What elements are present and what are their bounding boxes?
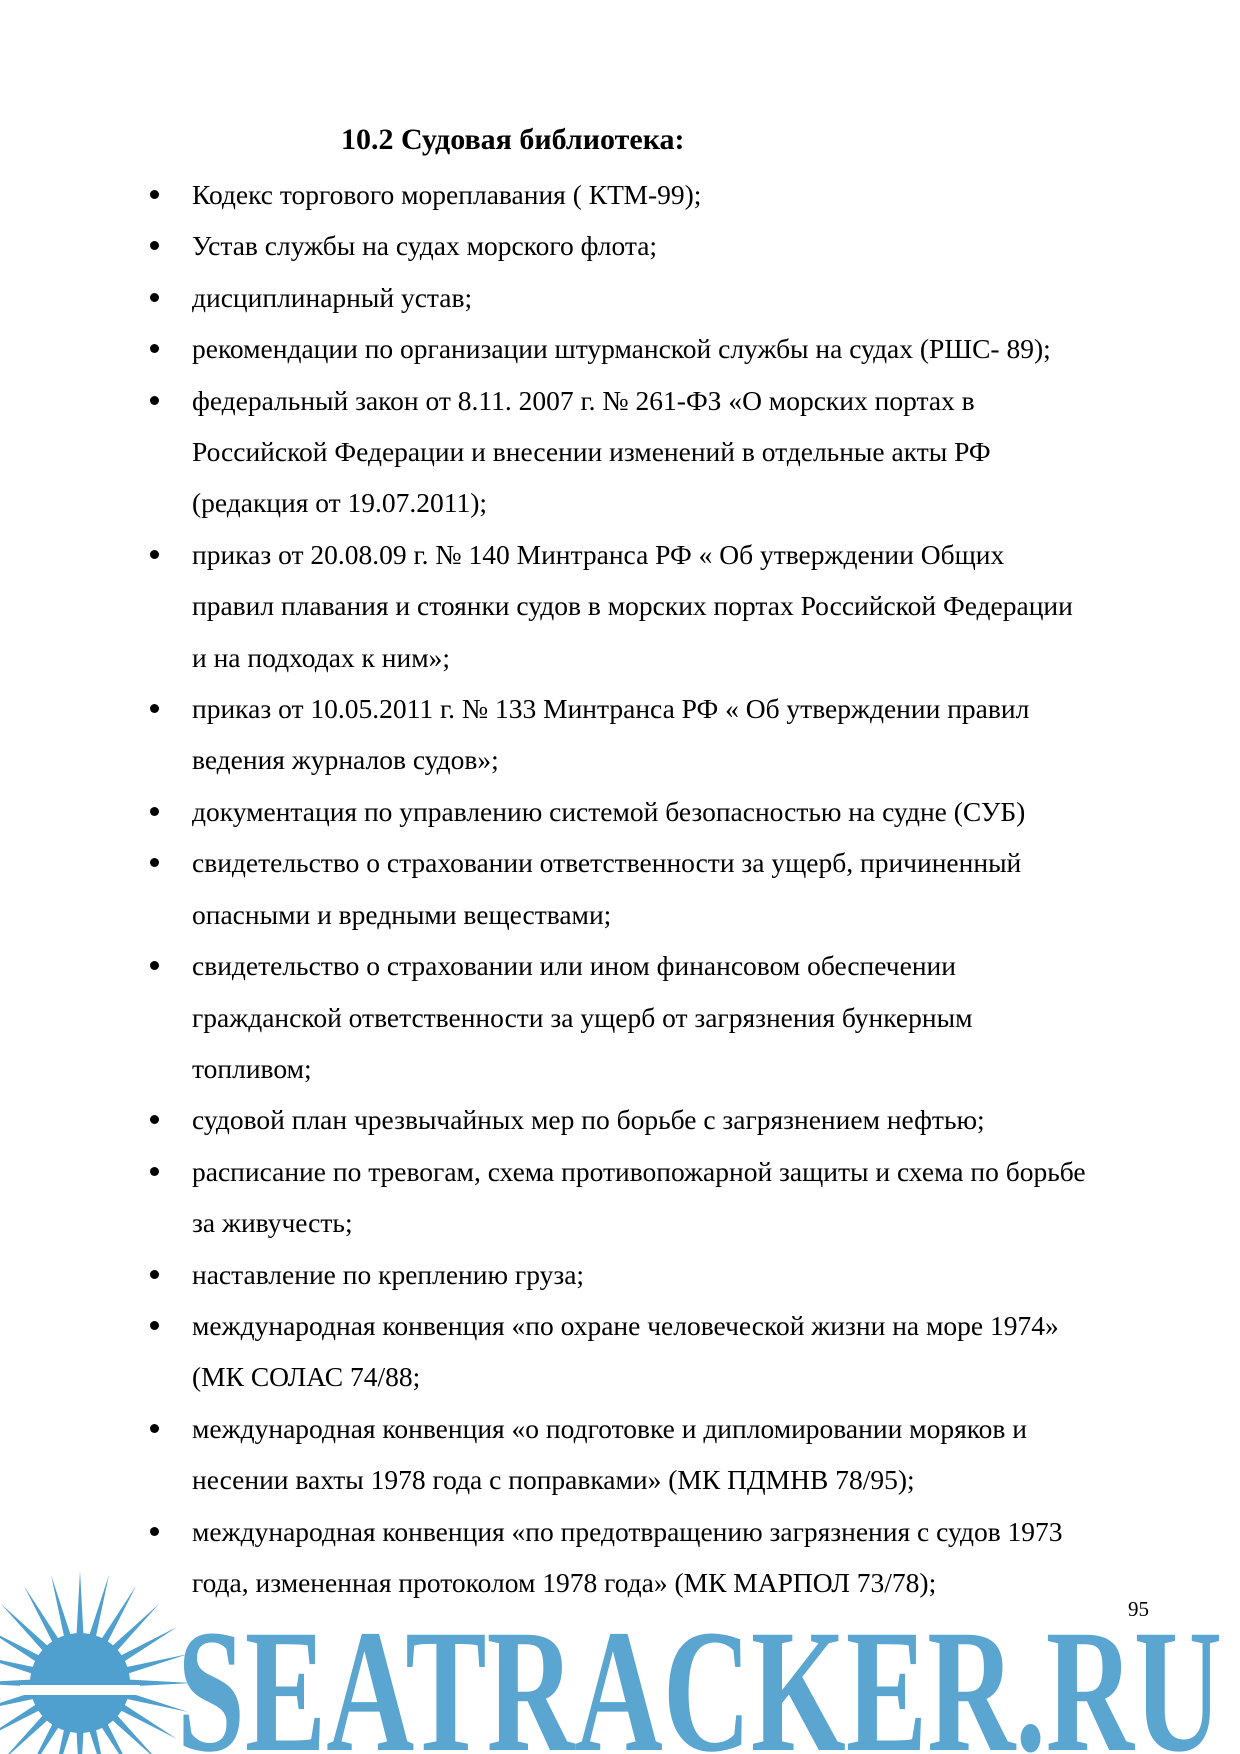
list-item [0,323,1156,374]
list-item [0,1403,1156,1506]
sun-logo-icon [0,1571,192,1754]
sun-ray [0,1627,40,1662]
seatracker-watermark [0,1565,1240,1754]
list-item-text: несении вахты 1978 года с поправками» (МК ПДМНВ 78/95); [192,1464,915,1496]
list-item [0,529,1156,683]
bullet-icon [150,1115,159,1124]
sun-ray [111,1604,159,1652]
watermark-text: SEATRACKER.RU [177,1594,1222,1754]
bullet-icon [150,1527,159,1536]
sun-ray [101,1723,136,1754]
list-item-text: Российской Федерации и внесении изменений в отдельные акты РФ [192,436,991,468]
sun-ray [1,1604,49,1652]
bullet-icon [150,293,159,302]
list-item [0,272,1156,323]
list-item-text: и на подходах к ним»; [192,641,451,673]
sun-horizon [20,1685,140,1695]
sun-ray [51,1575,71,1638]
list-item-text: за живучесть; [192,1207,353,1239]
list-item [0,940,1156,1094]
list-item-text: Устав службы на судах морского флота; [192,230,658,262]
sun-ray [0,1704,40,1739]
list-item-text: ведения журналов судов»; [192,744,499,776]
list-item-text: дисциплинарный устав; [192,281,473,313]
bullet-icon [150,704,159,713]
list-item [0,375,1156,529]
page-number: 95 [1128,1597,1149,1621]
list-item-text: международная конвенция «по охране человеческой жизни на море 1974» [192,1309,1059,1341]
list-item-text: рекомендации по организации штурманской службы на судах (РШС- 89); [192,333,1051,365]
list-item-text: международная конвенция «о подготовке и дипломировании моряков и [192,1412,1028,1444]
sun-disc [30,1633,130,1733]
sun-ray [77,1571,84,1635]
list-item-text: Кодекс торгового мореплавания ( КТМ-99); [192,179,702,210]
list-item-text: свидетельство о страховании ответственности за ущерб, причиненный [192,847,1022,879]
bullet-icon [150,1167,159,1176]
sun-ray [89,1575,109,1638]
list-item-text: опасными и вредными веществами; [192,898,612,930]
bullet-icon [150,190,159,199]
list-item [0,683,1156,786]
bullet-icon [150,396,159,405]
bullet-icon [150,807,159,816]
list-item-text: наставление по креплению груза; [192,1258,585,1290]
list-item [0,1094,1156,1145]
section-heading [341,118,685,162]
list-item-text: федеральный закон от 8.11. 2007 г. № 261-ФЗ «О морских портах в [192,384,975,416]
list-item-text: свидетельство о страховании или ином финансовом обеспечении [192,950,956,982]
list-item [0,169,1156,220]
list-item [0,1249,1156,1300]
list-item [0,1300,1156,1403]
list-item-text: международная конвенция «по предотвращению загрязнения с судов 1973 [192,1515,1063,1547]
list-item-text: (МК СОЛАС 74/88; [192,1361,421,1393]
list-item-text: расписание по тревогам, схема противопожарной защиты и схема по борьбе [192,1155,1086,1187]
sun-ray [77,1731,84,1754]
section-heading-title: 10.2 Судовая библиотека [341,123,675,156]
sun-ray [24,1723,59,1754]
bullet-icon [150,1321,159,1330]
list-item [0,786,1156,837]
list-item-text: правил плавания и стоянки судов в морских портах Российской Федерации [192,590,1073,622]
bullet-icon [150,1424,159,1433]
bullet-icon [150,550,159,559]
list-item [0,837,1156,940]
list-item-text: года, измененная протоколом 1978 года» (МК МАРПОЛ 73/78); [192,1566,937,1598]
bullet-icon [150,1270,159,1279]
list-item-text: документация по управлению системой безопасностью на судне (СУБ) [192,795,1026,827]
list-item-text: топливом; [192,1052,312,1084]
library-list [0,169,1240,1608]
list-item-text: гражданской ответственности за ущерб от загрязнения бункерным [192,1001,973,1033]
bullet-icon [150,241,159,250]
bullet-icon [150,858,159,867]
bullet-icon [150,344,159,353]
list-item-text: приказ от 20.08.09 г. № 140 Минтранса РФ « Об утверждении Общих [192,538,1005,570]
list-item [0,1146,1156,1249]
list-item-text: (редакция от 19.07.2011); [192,487,488,519]
list-item-text: судовой план чрезвычайных мер по борьбе с загрязнением нефтью; [192,1104,985,1136]
section-heading-colon: : [674,123,685,156]
list-item [0,220,1156,271]
bullet-icon [150,961,159,970]
list-item-text: приказ от 10.05.2011 г. № 133 Минтранса РФ « Об утверждении правил [192,693,1030,725]
